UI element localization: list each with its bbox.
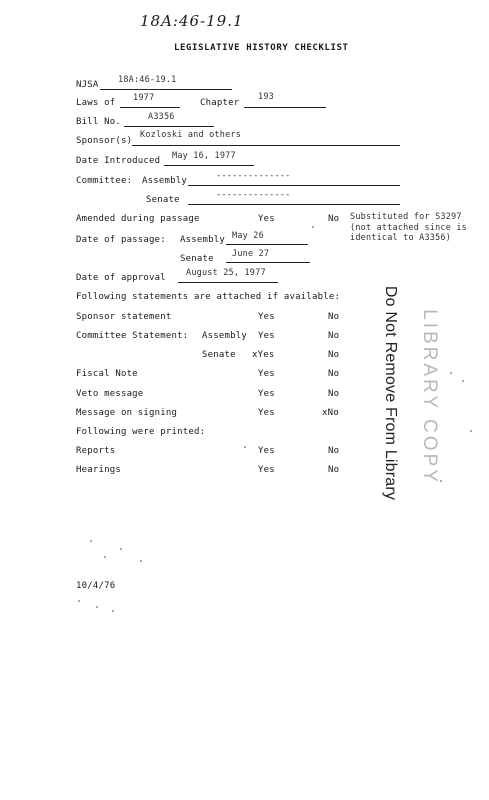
footer-date: 10/4/76 [76,581,116,591]
approval-label: Date of approval [76,273,166,283]
amended-yes: Yes [258,214,275,224]
veto-message-label: Veto message [76,389,144,399]
amended-label: Amended during passage [76,214,200,224]
bill-no-label: Bill No. [76,117,121,127]
committee-senate-label: Senate [146,195,180,205]
reports-yes: Yes [258,446,275,456]
signing-message-yes: Yes [258,408,275,418]
committee-statement-assembly-yes: Yes [258,331,275,341]
amended-note-3: identical to A3356) [350,233,452,243]
hearings-no: No [328,465,340,475]
sponsor-statement-yes: Yes [258,312,275,322]
njsa-value: 18A:46-19.1 [118,75,177,85]
date-introduced-label: Date Introduced [76,156,161,166]
committee-statement-senate-no: No [328,350,340,360]
passage-senate-line [226,262,310,263]
sponsor-statement-no: No [328,312,340,322]
reports-no: No [328,446,340,456]
laws-of-line [120,107,180,108]
handwritten-citation: 18A:46-19.1 [140,12,244,30]
passage-senate-value: June 27 [232,249,270,259]
chapter-label: Chapter [200,98,240,108]
sponsor-statement-label: Sponsor statement [76,312,172,322]
committee-statement-senate-yes: xYes [252,350,275,360]
signing-message-label: Message on signing [76,408,178,418]
fiscal-note-label: Fiscal Note [76,369,138,379]
library-copy-ghost-text: LIBRARY COPY [419,309,440,485]
committee-statement-assembly-label: Assembly [202,331,247,341]
library-stamp [380,282,400,504]
signing-message-no: xNo [322,408,339,418]
fiscal-note-no: No [328,369,340,379]
laws-of-value: 1977 [133,93,155,103]
approval-line [178,282,278,283]
njsa-label: NJSA [76,80,99,90]
committee-assembly-value: -------------- [216,171,291,181]
passage-assembly-label: Assembly [180,235,225,245]
hearings-label: Hearings [76,465,121,475]
amended-note-2: (not attached since is [350,223,467,233]
passage-label: Date of passage: [76,235,166,245]
veto-message-yes: Yes [258,389,275,399]
sponsors-line [132,145,400,146]
passage-assembly-line [226,244,308,245]
chapter-line [244,107,326,108]
library-copy-ghost-stamp [418,288,440,506]
committee-statement-assembly-no: No [328,331,340,341]
laws-of-label: Laws of [76,98,116,108]
amended-no: No [328,214,340,224]
chapter-value: 193 [258,92,274,102]
bill-no-line [124,126,214,127]
passage-senate-label: Senate [180,254,214,264]
committee-statement-label: Committee Statement: [76,331,189,341]
sponsors-label: Sponsor(s) [76,136,133,146]
committee-senate-value: -------------- [216,190,291,200]
printed-heading: Following were printed: [76,427,206,437]
amended-note-1: Substituted for S3297 [350,212,462,222]
library-stamp-text: Do Not Remove From Library [382,285,399,501]
passage-assembly-value: May 26 [232,231,264,241]
page-title: LEGISLATIVE HISTORY CHECKLIST [174,43,349,53]
reports-label: Reports [76,446,116,456]
date-introduced-line [164,165,254,166]
veto-message-no: No [328,389,340,399]
bill-no-value: A3356 [148,112,175,122]
committee-assembly-line [188,185,400,186]
sponsors-value: Kozloski and others [140,130,242,140]
committee-label: Committee: [76,176,133,186]
committee-statement-senate-label: Senate [202,350,236,360]
hearings-yes: Yes [258,465,275,475]
committee-senate-line [188,204,400,205]
committee-assembly-label: Assembly [142,176,187,186]
date-introduced-value: May 16, 1977 [172,151,236,161]
fiscal-note-yes: Yes [258,369,275,379]
statements-heading: Following statements are attached if available: [76,292,341,302]
approval-value: August 25, 1977 [186,268,266,278]
njsa-line [100,89,232,90]
